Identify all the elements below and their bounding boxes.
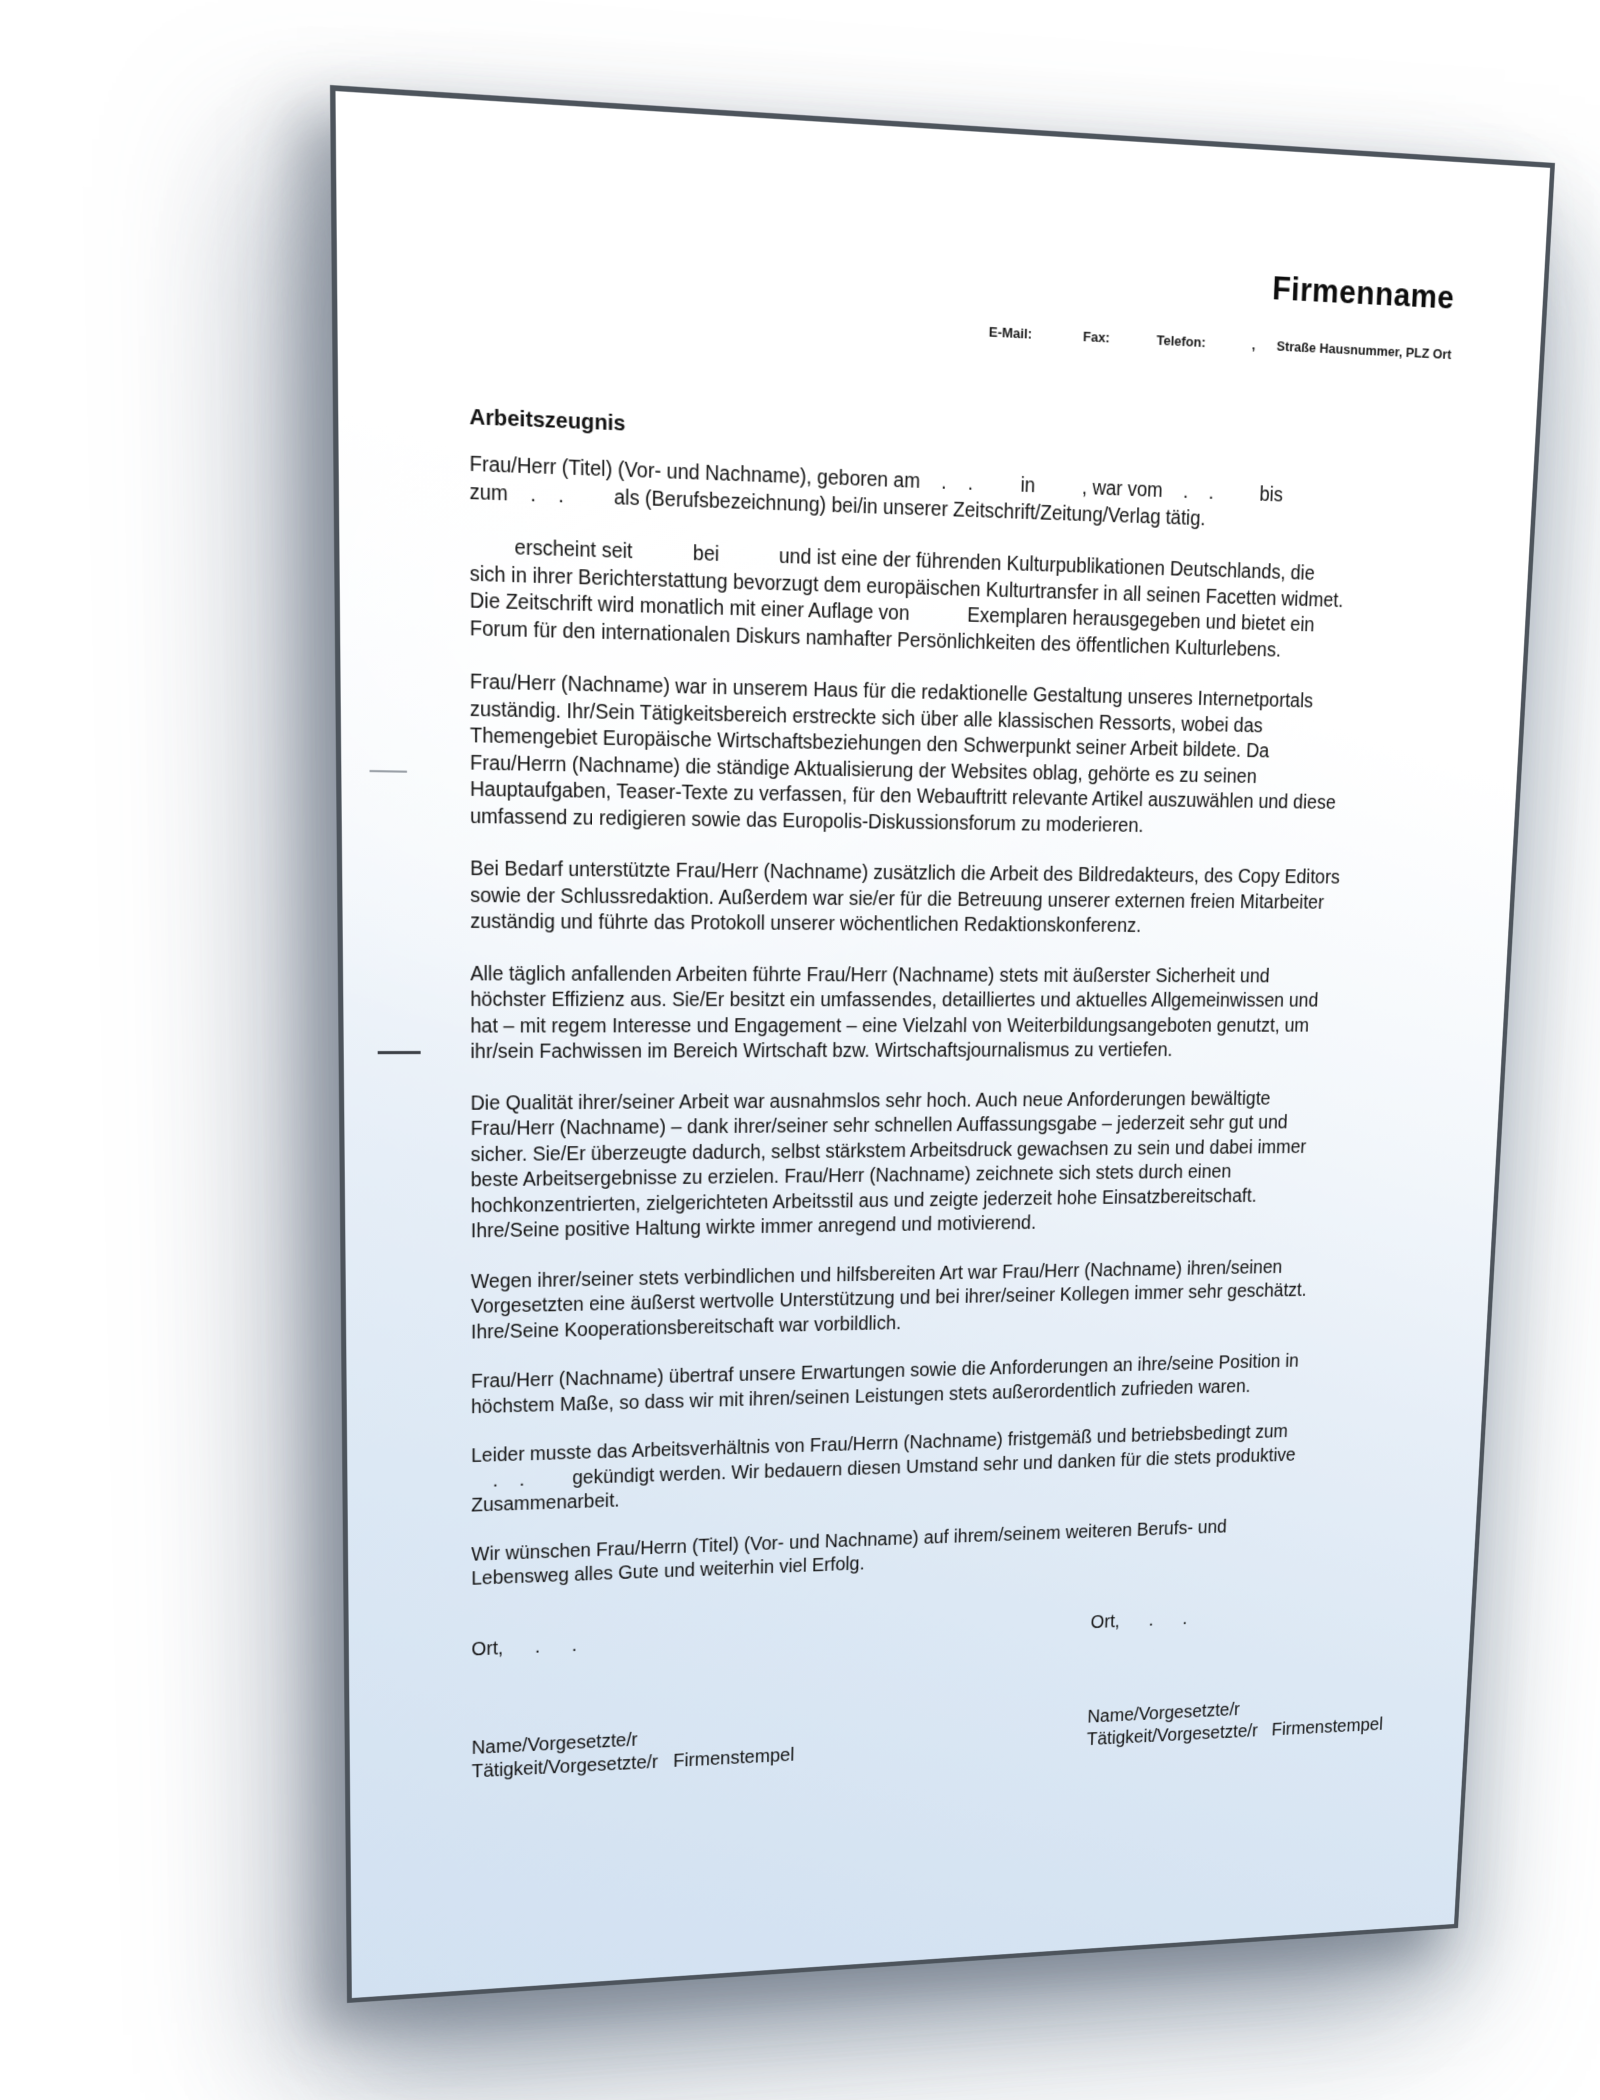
signature-lines-right — [1086, 1691, 1384, 1752]
signature-block-right — [1086, 1599, 1389, 1752]
document-page — [330, 85, 1555, 2003]
letter-body — [469, 451, 1456, 1616]
paragraph-overall-rating: Frau/Herr (Nachname) übertraf unsere Erwartungen sowie die Anforderungen an ihre/seine Position in höchstem Maße, so dass wir mit ihren/seinen Leistungen stets außerordentlich zufrieden waren. — [470, 1350, 1300, 1418]
place-date-line-right: Ort, . . — [1090, 1608, 1188, 1633]
signature-lines-left — [472, 1721, 795, 1785]
signer-name-left: Name/Vorgesetzte/r — [471, 1729, 638, 1759]
paragraph-duties: Frau/Herr (Nachname) war in unserem Haus für die redaktionelle Gestaltung unseres Internetportals zuständig. Ihr/Sein Tätigkeitsbereich erstreckte sich über alle klassischen Ressorts, wobei das Themengebiet Europäische Wirtschaftsbeziehungen den Schwerpunkt seiner Arbeit bildete. Da Frau/Herrn (Nachname) die ständige Aktualisierung der Websites oblag, gehörte es zu seinen Hauptaufgaben, Teaser-Texte zu verfassen, für den Webauftritt relevante Artikel auszuwählen und diese umfassend zu redigieren sowie das Europolis-Diskussionsforum zu moderieren. — [469, 670, 1337, 837]
company-name: Firmenname — [1271, 268, 1456, 316]
paragraph-company-description: erscheint seit bei und ist eine der führenden Kulturpublikationen Deutschlands, die sich in ihrer Berichterstattung bevorzugt dem europäischen Kulturtransfer in all seinen Facetten widmet. Die Zeitschrift wird monatlich mit einer Auflage von Exemplaren herausgegeben und bietet ein Forum für den internationalen Diskurs namhafter Persönlichkeiten des öffentlichen Kulturlebens. — [469, 534, 1344, 662]
paragraph-conduct: Wegen ihrer/seiner stets verbindlichen und hilfsbereiten Art war Frau/Herr (Nachname) ihren/seinen Vorgesetzten eine äußerst wertvolle Unterstützung und bei ihrer/seiner Kollegen immer sehr geschätzt. Ihre/Seine Kooperationsbereitschaft war vorbildlich. — [470, 1256, 1308, 1344]
company-stamp-label-right: Firmenstempel — [1271, 1714, 1384, 1740]
contact-line: E-Mail: Fax: Telefon: , Straße Hausnummer, PLZ Ort — [988, 323, 1452, 363]
letterhead — [469, 225, 1455, 363]
paragraph-intro: Frau/Herr (Titel) (Vor- und Nachname), geboren am . . in , war vom . . bis zum . . als (Berufsbezeichnung) bei/in unserer Zeitschrift/Zeitung/Verlag tätig. — [469, 452, 1284, 530]
letter-title: Arbeitszeugnis — [469, 404, 626, 436]
paragraph-wishes: Wir wünschen Frau/Herrn (Titel) (Vor- und Nachname) auf ihrem/seinem weiteren Berufs- und Lebensweg alles Gute und weiterhin viel Erfolg. — [471, 1516, 1228, 1590]
fold-mark-middle — [378, 1051, 421, 1054]
closing-section — [471, 1599, 1400, 1809]
paragraph-work-quality: Die Qualität ihrer/seiner Arbeit war ausnahmslos sehr hoch. Auch neue Anforderungen bewältigte Frau/Herr (Nachname) – dank ihrer/seiner sehr schnellen Auffassungsgabe – jederzeit sehr gut und sicher. Sie/Er überzeugte dadurch, selbst stärkstem Arbeitsdruck gewachsen zu sein und dabei immer beste Arbeitsergebnisse zu erzielen. Frau/Herr (Nachname) zeichnete sich stets durch einen hochkonzentrierten, zielgerichteten Arbeitsstil aus und zeigte jederzeit hohe Einsatzbereitschaft. Ihre/Seine positive Haltung wirkte immer anregend und motivierend. — [470, 1087, 1307, 1243]
signer-role-right: Tätigkeit/Vorgesetzte/r — [1086, 1721, 1259, 1750]
place-date-line-left: Ort, . . — [471, 1634, 577, 1661]
fold-mark-upper — [370, 770, 407, 773]
page-content — [335, 91, 1550, 1998]
signature-block-left — [471, 1624, 796, 1784]
signer-role-left: Tätigkeit/Vorgesetzte/r — [471, 1751, 659, 1783]
paragraph-additional-duties: Bei Bedarf unterstützte Frau/Herr (Nachname) zusätzlich die Arbeit des Bildredakteurs, des Copy Editors sowie der Schlussredaktion. Außerdem war sie/er für die Betreuung unserer externen freien Mitarbeiter zuständig und führte das Protokoll unserer wöchentlichen Redaktionskonferenz. — [470, 857, 1341, 937]
signer-name-right: Name/Vorgesetzte/r — [1087, 1699, 1241, 1727]
company-stamp-label-left: Firmenstempel — [673, 1744, 795, 1772]
paragraph-skills: Alle täglich anfallenden Arbeiten führte Frau/Herr (Nachname) stets mit äußerster Sicherheit und höchster Effizienz aus. Sie/Er besitzt ein umfassendes, detailliertes und aktuelles Allgemeinwissen und hat – mit regem Interesse und Engagement – eine Vielzahl von Weiterbildungsangeboten genutzt, um ihr/sein Fachwissen im Bereich Wirtschaft bzw. Wirtschaftsjournalismus zu vertiefen. — [470, 962, 1319, 1064]
paragraph-termination: Leider musste das Arbeitsverhältnis von Frau/Herrn (Nachname) fristgemäß und betriebsbedingt zum . . gekündigt werden. Wir bedauern diesen Umstand sehr und danken für die stets produktive Zusammenarbeit. — [471, 1421, 1296, 1517]
